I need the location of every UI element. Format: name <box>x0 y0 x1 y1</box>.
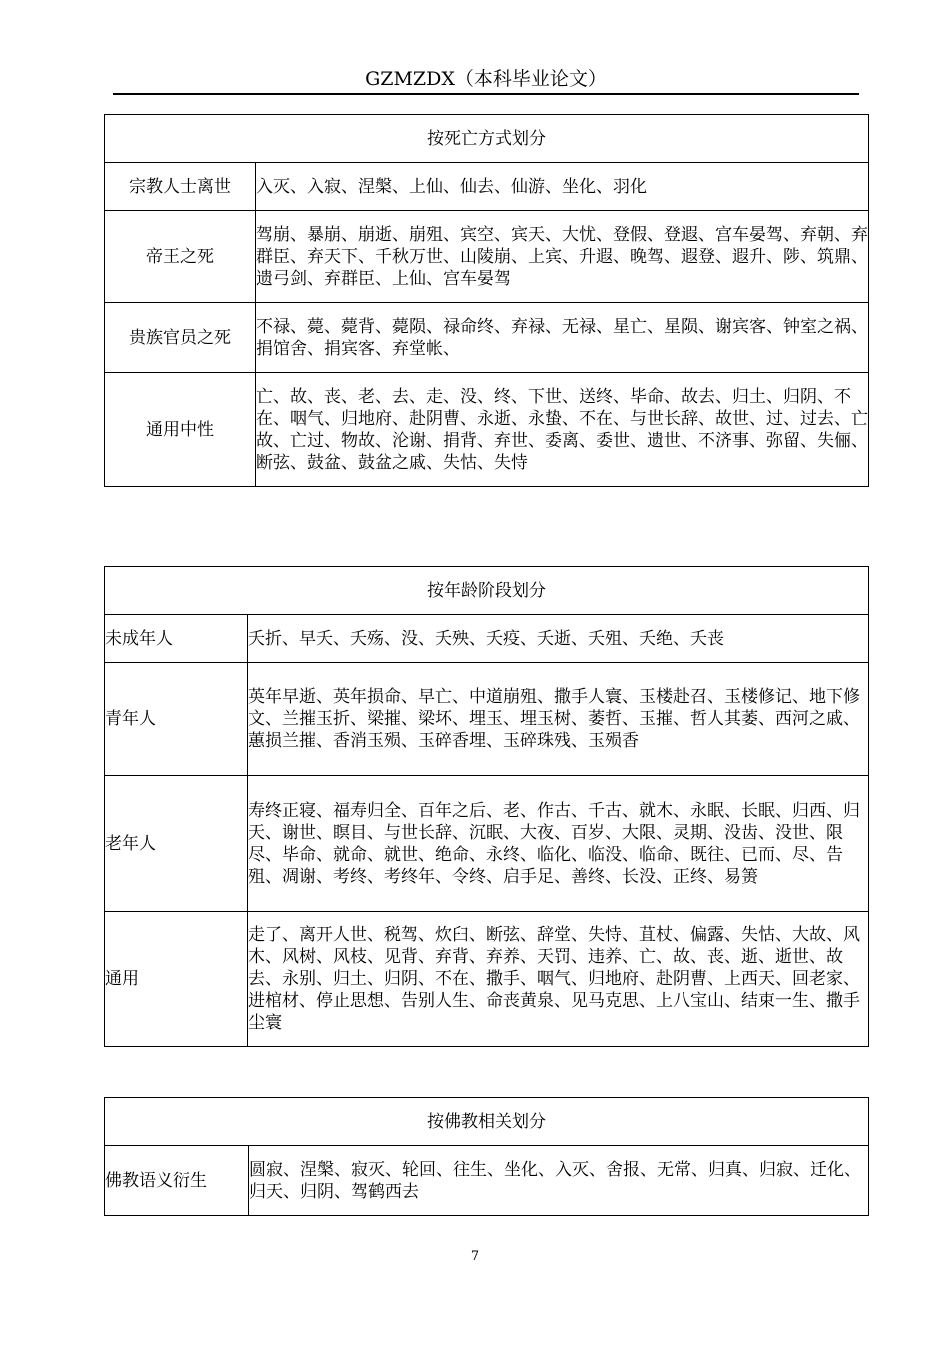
table-row <box>105 615 869 663</box>
table-row <box>105 1146 869 1216</box>
row-category: 贵族官员之死 <box>105 303 256 373</box>
table-row <box>105 373 869 487</box>
row-words: 寿终正寝、福寿归全、百年之后、老、作古、千古、就木、永眠、长眠、归西、归天、谢世、瞑目、与世长辞、沉眠、大夜、百岁、大限、灵期、没齿、没世、限尽、毕命、就命、就世、绝命、永终、临化、临没、临命、既往、已而、尽、告殂、凋谢、考终、考终年、令终、启手足、善终、长没、正终、易箦 <box>248 776 869 912</box>
table-row <box>105 303 869 373</box>
row-category: 通用中性 <box>105 373 256 487</box>
row-category: 宗教人士离世 <box>105 163 256 211</box>
table-title: 按死亡方式划分 <box>105 115 869 163</box>
row-category: 帝王之死 <box>105 211 256 303</box>
row-words: 走了、离开人世、税驾、炊臼、断弦、辞堂、失恃、苴杖、偏露、失怙、大故、风木、风树、风枝、见背、弃背、弃养、天罚、违养、亡、故、丧、逝、逝世、故去、永别、归土、归阴、不在、撒手、咽气、归地府、赴阴曹、上西天、回老家、进棺材、停止思想、告别人生、命丧黄泉、见马克思、上八宝山、结束一生、撒手尘寰 <box>248 912 869 1047</box>
table-title: 按佛教相关划分 <box>105 1098 869 1146</box>
death-manner-table <box>104 114 869 487</box>
table-row <box>105 163 869 211</box>
page-header: GZMZDX（本科毕业论文） <box>365 68 607 90</box>
age-stage-table <box>104 566 869 1047</box>
row-category: 佛教语义衍生 <box>105 1146 249 1216</box>
row-category: 青年人 <box>105 663 248 776</box>
row-words: 圆寂、涅槃、寂灭、轮回、往生、坐化、入灭、舍报、无常、归真、归寂、迁化、归天、归阴、驾鹤西去 <box>249 1146 869 1216</box>
header-rule <box>113 93 859 95</box>
buddhism-table <box>104 1097 869 1216</box>
row-category: 通用 <box>105 912 248 1047</box>
row-category: 老年人 <box>105 776 248 912</box>
row-words: 入灭、入寂、涅槃、上仙、仙去、仙游、坐化、羽化 <box>256 163 869 211</box>
row-words: 英年早逝、英年损命、早亡、中道崩殂、撒手人寰、玉楼赴召、玉楼修记、地下修文、兰摧玉折、梁摧、梁坏、埋玉、埋玉树、萎哲、玉摧、哲人其萎、西河之戚、蕙损兰摧、香消玉殒、玉碎香埋、玉碎珠残、玉殒香 <box>248 663 869 776</box>
table-title: 按年龄阶段划分 <box>105 567 869 615</box>
row-category: 未成年人 <box>105 615 248 663</box>
row-words: 不禄、薨、薨背、薨陨、禄命终、弃禄、无禄、星亡、星陨、谢宾客、钟室之祸、捐馆舍、捐宾客、弃堂帐、 <box>256 303 869 373</box>
table-row <box>105 211 869 303</box>
table-row <box>105 776 869 912</box>
page-number: 7 <box>470 1249 480 1264</box>
row-words: 驾崩、暴崩、崩逝、崩殂、宾空、宾天、大忧、登假、登遐、宫车晏驾、弃朝、弃群臣、弃天下、千秋万世、山陵崩、上宾、升遐、晚驾、遐登、遐升、陟、筑鼎、遗弓剑、弃群臣、上仙、宫车晏驾 <box>256 211 869 303</box>
table-row <box>105 912 869 1047</box>
table-row <box>105 663 869 776</box>
row-words: 亡、故、丧、老、去、走、没、终、下世、送终、毕命、故去、归土、归阴、不在、咽气、归地府、赴阴曹、永逝、永蛰、不在、与世长辞、故世、过、过去、亡故、亡过、物故、沦谢、捐背、弃世、委离、委世、遗世、不济事、弥留、失俪、断弦、鼓盆、鼓盆之戚、失怙、失恃 <box>256 373 869 487</box>
row-words: 夭折、早夭、夭殇、没、夭殃、夭疫、夭逝、夭殂、夭绝、夭丧 <box>248 615 869 663</box>
